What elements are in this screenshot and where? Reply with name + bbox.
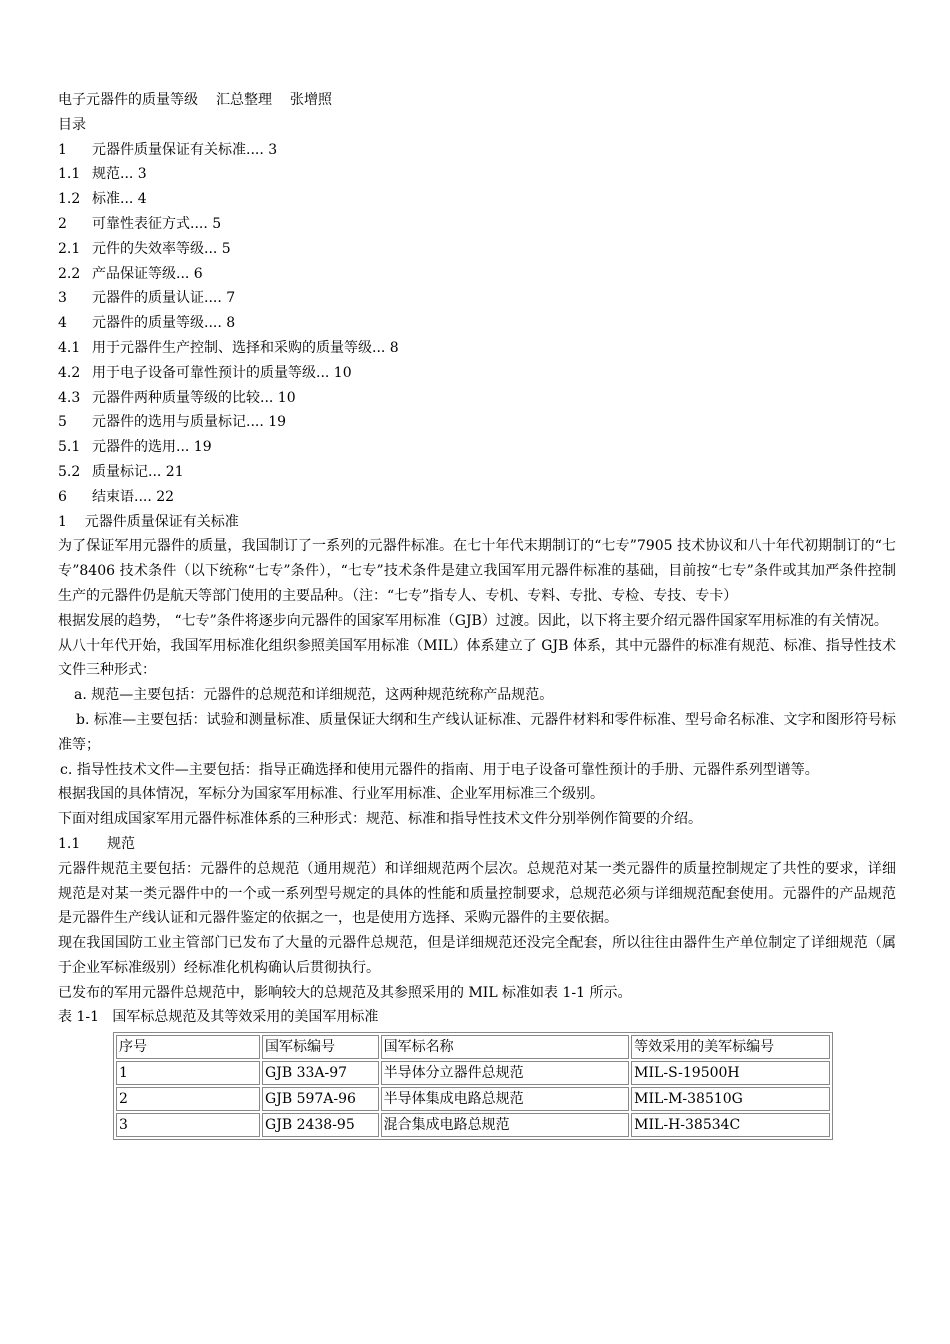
toc-item-label: 标准... 4	[92, 191, 147, 208]
paragraph: 元器件规范主要包括：元器件的总规范（通用规范）和详细规范两个层次。总规范对某一类元器件的质量控制规定了共性的要求，详细规范是对某一类元器件中的一个或一系列型号规定的具体的性能和质量控制要求，总规范必须与详细规范配套使用。元器件的产品规范是元器件生产线认证和元器件鉴定的依据之一，也是使用方选择、采购元器件的主要依据。	[58, 860, 896, 927]
toc-item-number: 4.1	[58, 339, 81, 356]
toc-item-label: 元器件的质量认证.... 7	[92, 290, 236, 307]
table-header-row	[116, 1035, 830, 1059]
table-cell: 3	[116, 1113, 260, 1137]
list-item-a: a. 规范—主要包括：元器件的总规范和详细规范，这两种规范统称产品规范。	[74, 687, 554, 704]
table-cell: MIL-M-38510G	[631, 1087, 830, 1111]
document-title-line	[58, 88, 896, 113]
toc-item-number: 5	[58, 414, 67, 431]
table-cell: MIL-S-19500H	[631, 1061, 830, 1085]
toc-item-label: 质量标记... 21	[92, 463, 184, 480]
toc-heading: 目录	[58, 116, 86, 133]
toc-item-label: 规范... 3	[92, 166, 147, 183]
table-cell: 1	[116, 1061, 260, 1085]
toc-item-number: 1.1	[58, 166, 81, 183]
list-item-c: c. 指导性技术文件—主要包括：指导正确选择和使用元器件的指南、用于电子设备可靠性预计的手册、元器件系列型谱等。	[60, 761, 819, 778]
list-item-b-text: b. 标准—主要包括：试验和测量标准、质量保证大纲和生产线认证标准、元器件材料和零件标准、型号命名标准、文字和图形符号标准等；	[58, 711, 896, 753]
toc-item-label: 可靠性表征方式.... 5	[92, 215, 222, 232]
toc-item[interactable]	[58, 485, 896, 510]
toc-item-number: 5.1	[58, 439, 81, 456]
toc-item-number: 4.2	[58, 364, 81, 381]
toc-item[interactable]	[58, 311, 896, 336]
toc-item[interactable]	[58, 336, 896, 361]
standards-table	[113, 1032, 833, 1140]
table-caption: 表 1-1 国军标总规范及其等效采用的美国军用标准	[58, 1009, 379, 1026]
toc-item-number: 5.2	[58, 463, 81, 480]
table-row	[116, 1113, 830, 1137]
toc-item[interactable]	[58, 187, 896, 212]
toc-item-label: 结束语.... 22	[92, 488, 175, 505]
toc-item[interactable]	[58, 435, 896, 460]
table-row	[116, 1061, 830, 1085]
toc-item-number: 2.1	[58, 240, 81, 257]
toc-item-number: 6	[58, 488, 67, 505]
toc-item-label: 用于元器件生产控制、选择和采购的质量等级... 8	[92, 339, 399, 356]
paragraph: 根据发展的趋势， “七专”条件将逐步向元器件的国家军用标准（GJB）过渡。因此，以下将主要介绍元器件国家军用标准的有关情况。	[58, 612, 888, 629]
table-cell: GJB 2438-95	[262, 1113, 379, 1137]
table-of-contents	[58, 138, 896, 510]
table-header-cell: 等效采用的美军标编号	[631, 1035, 830, 1059]
toc-item-label: 元件的失效率等级... 5	[92, 240, 231, 257]
toc-item-label: 元器件的选用与质量标记.... 19	[92, 414, 287, 431]
toc-item[interactable]	[58, 361, 896, 386]
toc-item[interactable]	[58, 286, 896, 311]
toc-item[interactable]	[58, 460, 896, 485]
list-item-b	[58, 708, 896, 758]
toc-item-label: 元器件的选用... 19	[92, 439, 212, 456]
toc-item[interactable]	[58, 386, 896, 411]
paragraph: 下面对组成国家军用元器件标准体系的三种形式：规范、标准和指导性技术文件分别举例作简要的介绍。	[58, 811, 702, 828]
paragraph: 根据我国的具体情况，军标分为国家军用标准、行业军用标准、企业军用标准三个级别。	[58, 786, 604, 803]
section-1-heading: 1 元器件质量保证有关标准	[58, 513, 239, 530]
table-cell: 混合集成电路总规范	[381, 1113, 630, 1137]
section-1-1-heading: 1.1 规范	[58, 835, 135, 852]
toc-item-number: 2	[58, 215, 67, 232]
toc-item[interactable]	[58, 212, 896, 237]
compiled-label: 汇总整理	[216, 92, 272, 108]
toc-item[interactable]	[58, 410, 896, 435]
paragraph: 从八十年代开始，我国军用标准化组织参照美国军用标准（MIL）体系建立了 GJB 体系，其中元器件的标准有规范、标准、指导性技术文件三种形式：	[58, 637, 896, 679]
toc-item-number: 3	[58, 290, 67, 307]
toc-item-number: 4.3	[58, 389, 81, 406]
table-cell: 半导体集成电路总规范	[381, 1087, 630, 1111]
toc-item[interactable]	[58, 262, 896, 287]
table-header-cell: 国军标编号	[262, 1035, 379, 1059]
table-row	[116, 1087, 830, 1111]
toc-item-label: 产品保证等级... 6	[92, 265, 203, 282]
toc-item-label: 用于电子设备可靠性预计的质量等级... 10	[92, 364, 352, 381]
table-cell: GJB 33A-97	[262, 1061, 379, 1085]
table-cell: 半导体分立器件总规范	[381, 1061, 630, 1085]
toc-item-label: 元器件质量保证有关标准.... 3	[92, 141, 278, 158]
document-title: 电子元器件的质量等级	[58, 92, 198, 108]
toc-item[interactable]	[58, 237, 896, 262]
toc-item-number: 1	[58, 141, 67, 158]
table-header-cell: 国军标名称	[381, 1035, 630, 1059]
table-header-cell: 序号	[116, 1035, 260, 1059]
toc-item[interactable]	[58, 138, 896, 163]
toc-item[interactable]	[58, 162, 896, 187]
toc-item-label: 元器件两种质量等级的比较... 10	[92, 389, 296, 406]
table-cell: GJB 597A-96	[262, 1087, 379, 1111]
toc-item-number: 4	[58, 315, 67, 332]
author-name: 张增照	[290, 92, 332, 108]
document-page	[58, 88, 896, 1140]
paragraph: 为了保证军用元器件的质量，我国制订了一系列的元器件标准。在七十年代末期制订的“七专”7905 技术协议和八十年代初期制订的“七专”8406 技术条件（以下统称“七专”条件），“七专”技术条件是建立我国军用元器件标准的基础，目前按“七专”条件或其加严条件控制生产的元器件仍是航天等部门使用的主要品种。（注：“七专”指专人、专机、专料、专批、专检、专技、专卡）	[58, 538, 896, 604]
paragraph: 现在我国国防工业主管部门已发布了大量的元器件总规范，但是详细规范还没完全配套，所以往往由器件生产单位制定了详细规范（属于企业军标准级别）经标准化机构确认后贯彻执行。	[58, 935, 896, 976]
table-cell: 2	[116, 1087, 260, 1111]
paragraph: 已发布的军用元器件总规范中，影响较大的总规范及其参照采用的 MIL 标准如表 1-1 所示。	[58, 984, 632, 1001]
table-cell: MIL-H-38534C	[631, 1113, 830, 1137]
toc-item-number: 1.2	[58, 191, 81, 208]
toc-item-label: 元器件的质量等级.... 8	[92, 315, 236, 332]
toc-item-number: 2.2	[58, 265, 81, 282]
